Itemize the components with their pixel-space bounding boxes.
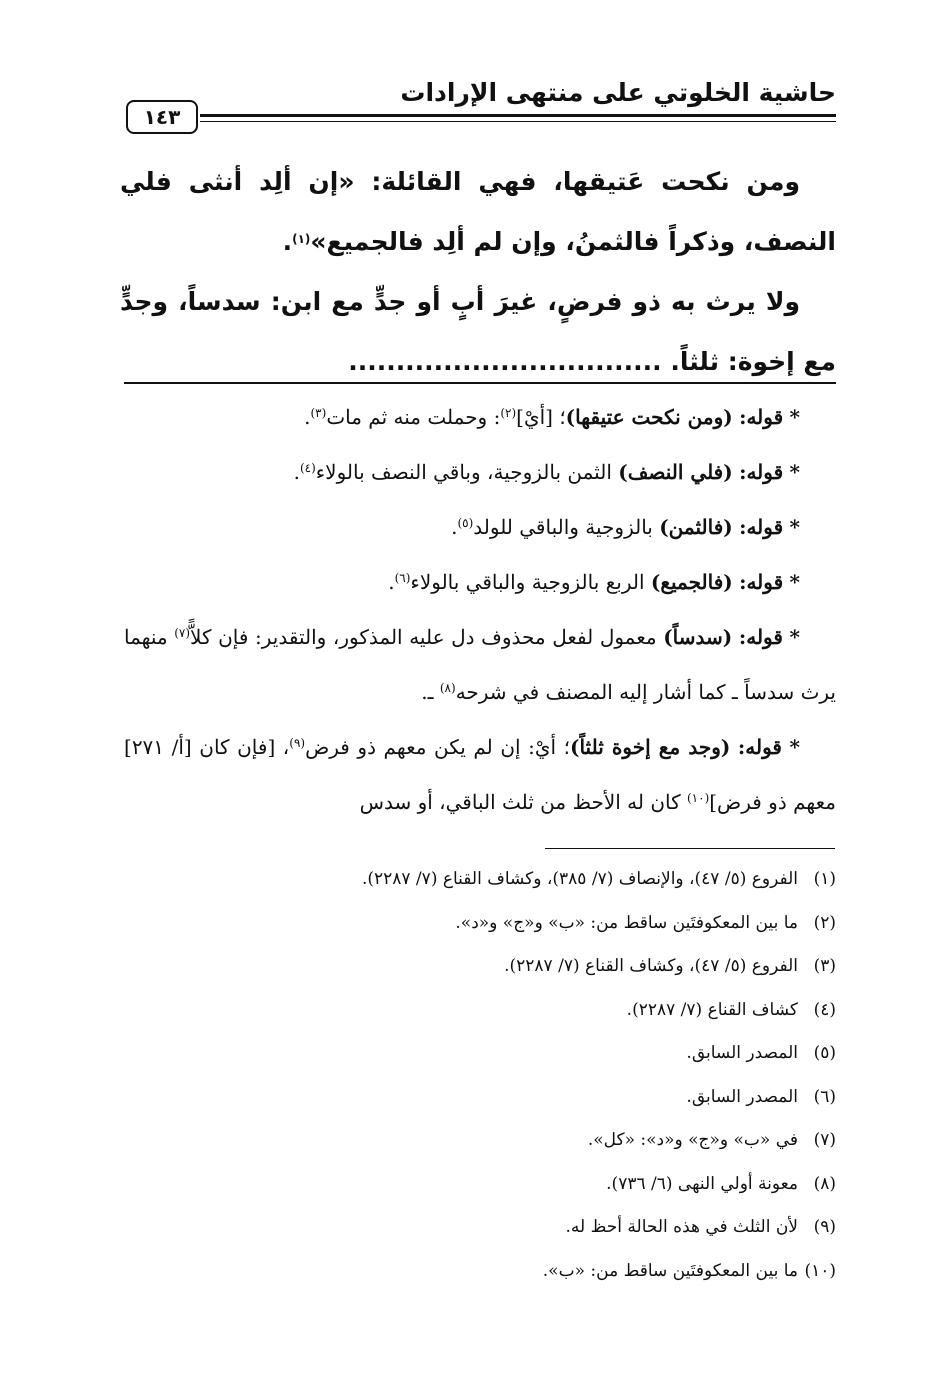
entry-text: ، [فإن كان [أ/ ٢٧١] معهم ذو فرض] xyxy=(124,735,836,814)
commentary-entry-3 xyxy=(124,500,836,555)
entry-text: ـ. xyxy=(421,680,440,704)
main-text xyxy=(120,152,836,392)
footnote-ref[interactable]: (١٠) xyxy=(686,791,710,805)
entry-marker: * xyxy=(789,570,800,594)
footnote-number: (١٠) xyxy=(804,1260,836,1281)
footnote-text: الفروع (٥/ ٤٧)، والإنصاف (٧/ ٣٨٥)، وكشاف القناع (٧/ ٢٢٨٧). xyxy=(361,869,798,889)
entry-marker: * xyxy=(789,625,800,649)
footnote xyxy=(124,1206,836,1250)
footnote xyxy=(124,858,836,902)
footnote xyxy=(124,989,836,1033)
footnote-number: (٢) xyxy=(813,912,836,933)
entry-label: قوله: xyxy=(737,735,782,759)
footnote-number: (٩) xyxy=(813,1217,836,1237)
entry-text: . xyxy=(293,460,300,484)
footnote xyxy=(124,1119,836,1163)
footnote-ref[interactable]: (٢) xyxy=(500,406,517,420)
entry-lemma: (ومن نكحت عتيقها) xyxy=(565,405,733,429)
footnote-text: لأن الثلث في هذه الحالة أحظ له. xyxy=(565,1217,798,1237)
footnote-text: ما بين المعكوفتَين ساقط من: «ب» و«ج» و«د». xyxy=(455,912,798,933)
main-paragraph-1-text: ومن نكحت عَتيقها، فهي القائلة: «إن ألِد أنثى فلي النصف، وذكراً فالثمنُ، وإن لم ألِد فالجميع» xyxy=(120,167,836,256)
entry-label: قوله: xyxy=(738,625,783,649)
footnote-number: (٥) xyxy=(813,1043,836,1063)
entry-text: كان له الأحظ من ثلث الباقي، أو سدس xyxy=(359,790,687,814)
main-paragraph-2-text: ولا يرث به ذو فرضٍ، غيرَ أبٍ أو جدٍّ مع ابن: سدساً، وجدٍّ مع إخوة: ثلثاً. xyxy=(120,287,836,376)
footnote-text: كشاف القناع (٧/ ٢٢٨٧). xyxy=(626,999,798,1020)
footnote-text: المصدر السابق. xyxy=(686,1043,798,1063)
commentary-entry-6 xyxy=(124,720,836,830)
footnote-ref[interactable]: (٤) xyxy=(299,461,316,475)
entry-text: . xyxy=(304,405,311,429)
header-rule xyxy=(200,114,836,117)
entry-text: ؛ أيْ: إن لم يكن معهم ذو فرض xyxy=(305,735,570,759)
entry-marker: * xyxy=(789,405,800,429)
footnote-ref[interactable]: (٥) xyxy=(457,516,474,530)
entry-label: قوله: xyxy=(739,460,784,484)
footnote-ref[interactable]: (٣) xyxy=(310,406,327,420)
entry-lemma: (فالثمن) xyxy=(659,515,733,539)
running-header-title: حاشية الخلوتي على منتهى الإرادات xyxy=(400,78,836,107)
footnote-ref[interactable]: (٧) xyxy=(174,626,191,640)
footnote xyxy=(124,1076,836,1120)
footnote-number: (١) xyxy=(813,869,836,889)
footnote-text: المصدر السابق. xyxy=(686,1086,798,1107)
commentary-entry-5 xyxy=(124,610,836,720)
footnote-number: (٤) xyxy=(813,999,836,1020)
entry-text: الربع بالزوجية والباقي بالولاء xyxy=(410,570,651,594)
entry-marker: * xyxy=(789,515,800,539)
footnote-number: (٦) xyxy=(813,1086,836,1107)
footnote-text: ما بين المعكوفتَين ساقط من: «ب». xyxy=(542,1260,798,1281)
entry-lemma: (فلي النصف) xyxy=(618,460,733,484)
commentary-entry-1 xyxy=(124,390,836,445)
footnote-number: (٧) xyxy=(813,1130,836,1150)
footnote-text: معونة أولي النهى (٦/ ٧٣٦). xyxy=(606,1173,798,1194)
main-paragraph-1: ومن نكحت عَتيقها، فهي القائلة: «إن ألِد أنثى فلي النصف، وذكراً فالثمنُ، وإن لم ألِد فالجميع»$^{(١)}$. xyxy=(120,167,836,256)
footnotes-list xyxy=(124,858,836,1293)
entry-text: منهما يرث سدساً ـ كما أشار إليه المصنف في شرحه xyxy=(124,625,836,704)
entry-label: قوله: xyxy=(739,515,784,539)
footnote xyxy=(124,1032,836,1076)
footnote-text: في «ب» و«ج» و«د»: «كل». xyxy=(587,1130,798,1150)
entry-lemma: (سدساً) xyxy=(663,625,733,649)
header-rule-thin xyxy=(200,121,836,122)
entry-text: ؛ [أيْ] xyxy=(516,405,566,429)
leader-dots: ................................. xyxy=(348,347,662,376)
footnote-separator xyxy=(545,848,835,849)
footnote xyxy=(124,1250,836,1294)
entry-label: قوله: xyxy=(739,405,784,429)
footnote xyxy=(124,1163,836,1207)
entry-lemma: (وجد مع إخوة ثلثاً) xyxy=(569,735,731,759)
main-paragraph-2 xyxy=(120,272,836,392)
footnote-ref[interactable]: (٦) xyxy=(394,571,411,585)
commentary-entry-4 xyxy=(124,555,836,610)
footnote-ref[interactable]: (٨) xyxy=(439,681,456,695)
commentary xyxy=(124,390,836,830)
entry-text: : وحملت منه ثم مات xyxy=(326,405,501,429)
entry-label: قوله: xyxy=(739,570,784,594)
page-number: ١٤٣ xyxy=(126,100,198,134)
entry-text: . xyxy=(451,515,458,539)
footnote xyxy=(124,902,836,946)
footnote-ref[interactable]: (٩) xyxy=(289,736,306,750)
entry-marker: * xyxy=(789,735,800,759)
entry-text: الثمن بالزوجية، وباقي النصف بالولاء xyxy=(315,460,619,484)
entry-marker: * xyxy=(789,460,800,484)
commentary-entry-2 xyxy=(124,445,836,500)
footnote xyxy=(124,945,836,989)
footnote-number: (٨) xyxy=(813,1173,836,1194)
entry-text: معمول لفعل محذوف دل عليه المذكور، والتقدير: فإن كلاًّ xyxy=(190,625,664,649)
entry-text: . xyxy=(388,570,395,594)
entry-text: بالزوجية والباقي للولد xyxy=(473,515,660,539)
footnote-ref[interactable]: (١) xyxy=(292,232,311,246)
main-text-separator xyxy=(124,382,836,384)
entry-lemma: (فالجميع) xyxy=(650,570,733,594)
footnote-number: (٣) xyxy=(813,956,836,976)
footnote-text: الفروع (٥/ ٤٧)، وكشاف القناع (٧/ ٢٢٨٧). xyxy=(504,956,798,976)
